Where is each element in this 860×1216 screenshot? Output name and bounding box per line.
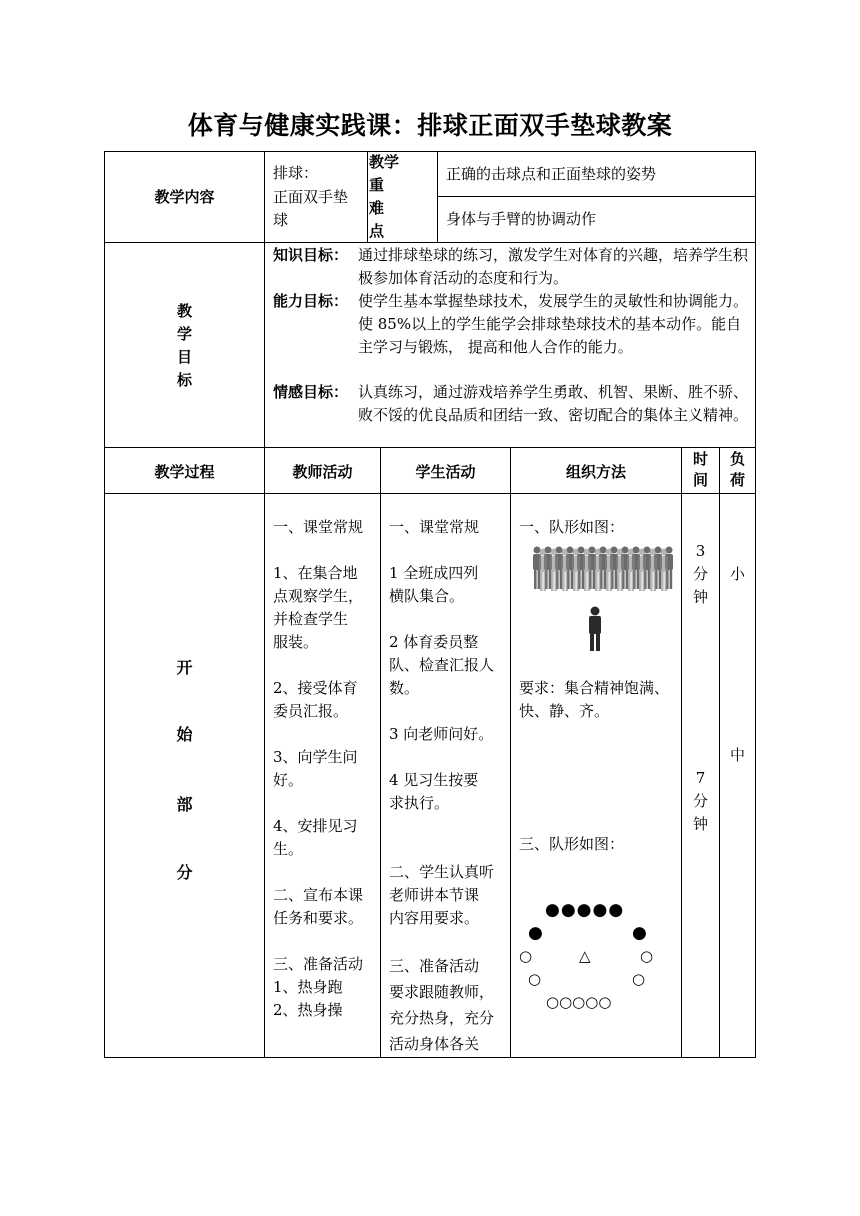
teacher-figure [589, 607, 601, 652]
time-value-1 [681, 540, 720, 609]
row-divider-keypoints [437, 196, 756, 197]
student-line: 数。 [389, 679, 420, 697]
teacher-line: 好。 [273, 771, 304, 789]
teacher-line: 4、安排见习 [273, 817, 358, 835]
formation-circle: ○ [632, 970, 646, 988]
time-char: 钟 [692, 588, 708, 606]
col-divider-1 [264, 151, 265, 1058]
student-line: 横队集合。 [389, 587, 465, 605]
teacher-line: 委员汇报。 [273, 702, 349, 720]
time-char: 分 [692, 565, 708, 583]
student-line: 老师讲本节课 [389, 886, 480, 904]
student-line: 一、课堂常规 [389, 518, 480, 536]
load-value-1: 小 [729, 565, 745, 583]
formation-circle: ○ [528, 970, 542, 988]
student-line: 内容用要求。 [389, 909, 480, 927]
teacher-triangle: △ [579, 947, 591, 965]
content-label: 教学内容 [154, 188, 215, 206]
student-line: 要求跟随教师， [389, 983, 495, 1001]
key-point-text: 正确的击球点和正面垫球的姿势 [446, 165, 657, 183]
formation-circle: ○ [640, 947, 654, 965]
objectives-label-char: 教 [176, 302, 192, 320]
student-line: 二、学生认真听 [389, 863, 495, 881]
time-char: 7 [695, 769, 706, 787]
table-border-bottom [104, 1057, 756, 1058]
time-header-char: 时 [692, 450, 708, 468]
teacher-line: 3、向学生问 [273, 748, 358, 766]
content-value-line-1: 排球： [273, 164, 319, 182]
student-line: 3 向老师问好。 [389, 725, 494, 743]
objectives-label-char: 标 [176, 371, 192, 389]
row-divider-objectives [104, 447, 756, 448]
difficult-point-text: 身体与手臂的协调动作 [446, 210, 597, 228]
difficulty-label-line-3: 难 [369, 199, 385, 217]
col-divider-2 [380, 447, 381, 1058]
ability-objective-text: 使学生基本掌握垫球技术，发展学生的灵敏性和协调能力。使 85%以上的学生能学会排球垫球技术的基本动作。能自主学习与锻炼， 提高和他人合作的能力。 [358, 292, 749, 356]
student-activity-header: 学生活动 [415, 463, 476, 481]
col-divider-difficulty [437, 151, 438, 243]
row-divider-header [104, 242, 756, 243]
student-line: 活动身体各关 [389, 1035, 480, 1053]
load-header [719, 449, 756, 491]
organization-line: 快、静、齐。 [519, 702, 610, 720]
teacher-line: 点观察学生， [273, 587, 364, 605]
organization-line: 三、队形如图： [519, 835, 625, 853]
teacher-activity-content [273, 516, 379, 1022]
load-header-char: 荷 [729, 471, 745, 489]
col-divider-3 [510, 447, 511, 1058]
student-line: 队、检查汇报人 [389, 656, 495, 674]
student-line: 4 见习生按要 [389, 771, 479, 789]
section-label-char: 分 [176, 863, 193, 882]
time-value-2 [681, 767, 720, 836]
knowledge-objective-text: 通过排球垫球的练习，激发学生对体育的兴趣，培养学生积极参加体育活动的态度和行为。 [358, 246, 749, 287]
formation-row: ○○○○○ [546, 993, 612, 1011]
organization-line: 要求：集合精神饱满、 [519, 679, 670, 697]
emotion-objective-label: 情感目标： [273, 383, 349, 401]
teacher-line: 1、热身跑 [273, 978, 343, 996]
objectives-label-char: 学 [176, 325, 192, 343]
formation-dot: ● [528, 923, 543, 943]
teacher-line: 三、准备活动 [273, 955, 364, 973]
load-header-char: 负 [729, 450, 745, 468]
time-header-char: 间 [692, 471, 708, 489]
student-line: 充分热身，充分 [389, 1009, 495, 1027]
teacher-line: 并检查学生 [273, 610, 349, 628]
teacher-line: 一、课堂常规 [273, 518, 364, 536]
objectives-label [104, 300, 265, 392]
formation-circle: ○ [519, 947, 533, 965]
process-header: 教学过程 [154, 463, 215, 481]
teacher-line: 生。 [273, 840, 304, 858]
content-value-line-2: 正面双手垫 [273, 188, 349, 206]
emotion-objective [273, 381, 751, 427]
knowledge-objective-label: 知识目标： [273, 246, 349, 264]
organization-requirement [519, 677, 679, 723]
table-border-left [104, 151, 105, 1058]
student-lineup-figure [532, 546, 682, 652]
ability-objective-label: 能力目标： [273, 292, 349, 310]
table-border-right [755, 151, 756, 1058]
col-divider-content [367, 151, 368, 243]
teacher-line: 服装。 [273, 633, 319, 651]
teacher-line: 任务和要求。 [273, 909, 364, 927]
section-label-char: 部 [176, 795, 193, 814]
teacher-line: 二、宣布本课 [273, 886, 364, 904]
formation-dot: ● [632, 923, 647, 943]
difficulty-label-line-4: 点 [369, 222, 385, 240]
student-line: 求执行。 [389, 794, 450, 812]
row-divider-process-header [104, 493, 756, 494]
student-line: 1 全班成四列 [389, 564, 479, 582]
ability-objective [273, 290, 751, 359]
col-divider-4 [681, 447, 682, 1058]
time-header [681, 449, 720, 491]
difficulty-label-line-1: 教学 [369, 153, 400, 171]
emotion-objective-text: 认真练习，通过游戏培养学生勇敢、机智、果断、胜不骄、败不馁的优良品质和团结一致、密切配合的集体主义精神。 [358, 383, 749, 424]
student-line: 三、准备活动 [389, 957, 480, 975]
teacher-line: 1、在集合地 [273, 564, 358, 582]
student-activity-content [389, 516, 509, 1057]
document-title: 体育与健康实践课：排球正面双手垫球教案 [187, 111, 673, 140]
content-value-line-3: 球 [273, 211, 289, 229]
organization-line: 一、队形如图： [519, 518, 625, 536]
section-label-char: 开 [176, 658, 193, 677]
teacher-activity-header: 教师活动 [292, 463, 353, 481]
difficulty-label-line-2: 重 [369, 176, 385, 194]
teacher-line: 2、热身操 [273, 1001, 343, 1019]
time-char: 3 [695, 542, 706, 560]
table-border-top [104, 151, 756, 152]
time-char: 分 [692, 792, 708, 810]
organization-header: 组织方法 [565, 463, 626, 481]
load-value-2: 中 [729, 746, 745, 764]
student-line: 2 体育委员整 [389, 633, 479, 651]
time-char: 钟 [692, 815, 708, 833]
objectives-label-char: 目 [176, 348, 192, 366]
teacher-line: 2、接受体育 [273, 679, 358, 697]
section-label-char: 始 [176, 725, 193, 744]
knowledge-objective [273, 244, 751, 290]
formation-row: ●●●●● [545, 900, 625, 920]
